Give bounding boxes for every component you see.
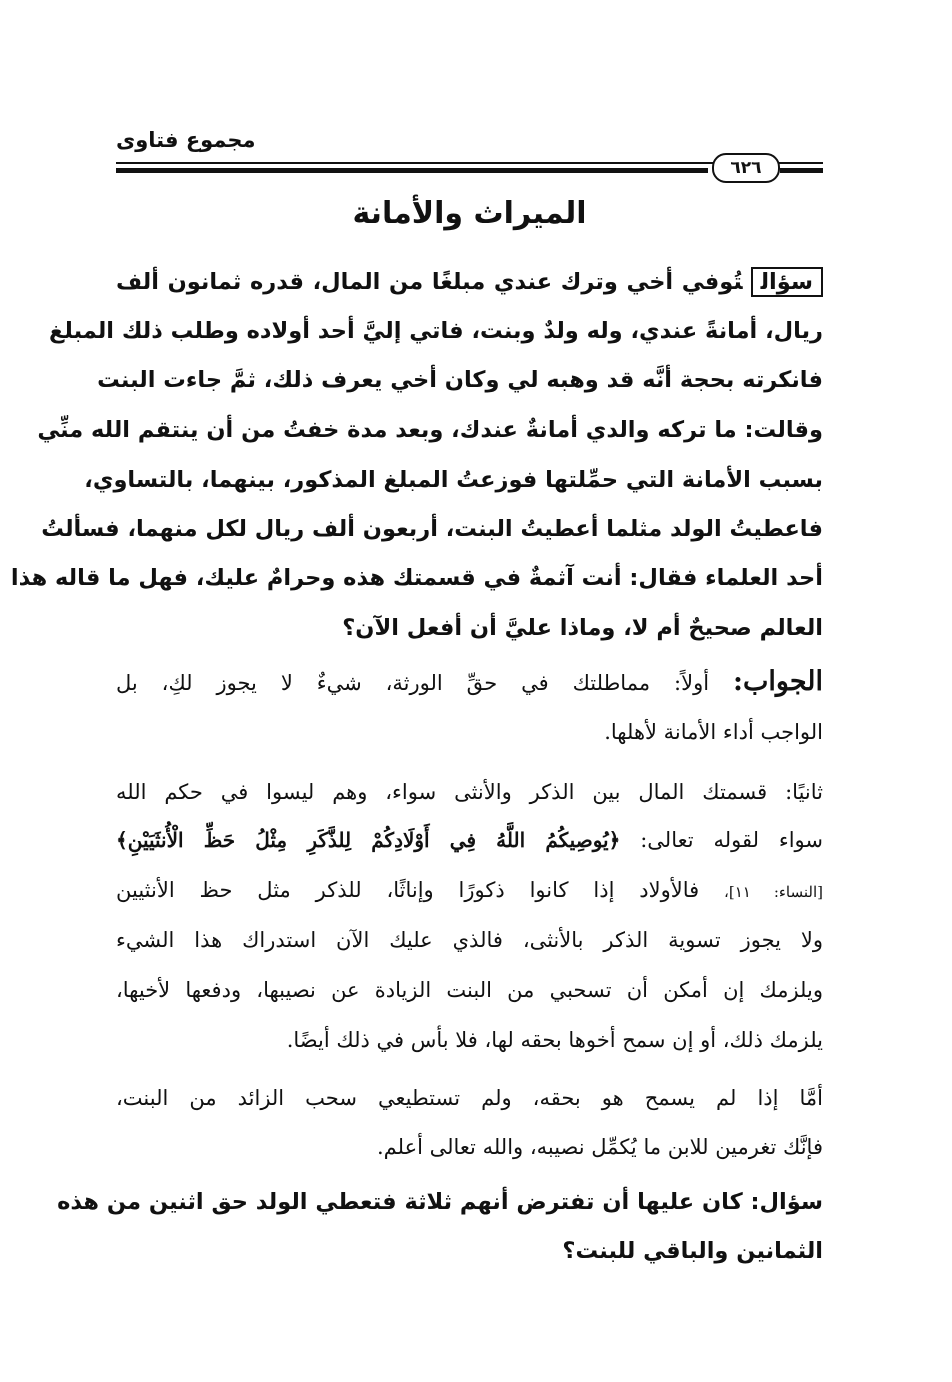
answer-p2-line-1: ثانيًا: قسمتك المال بين الذكر والأنثى سواء، وهم ليسوا في حكم الله <box>116 780 823 804</box>
answer-p3-line-1: أمَّا إذا لم يسمح هو بحقه، ولم تستطيعي سحب الزائد من البنت، <box>116 1086 823 1110</box>
question2-line-1: سؤال: كان عليها أن تفترض أنهم ثلاثة فتعطي الولد حق اثنين من هذه <box>57 1189 823 1215</box>
question-line-1 <box>116 262 823 302</box>
question2-line-2: الثمانين والباقي للبنت؟ <box>562 1238 823 1264</box>
question-label-box: سؤال <box>751 267 823 297</box>
answer-p3-line-2: فإنَّك تغرمين للابن ما يُكمِّل نصيبه، والله تعالى أعلم. <box>376 1135 823 1159</box>
running-title: مجموع فتاوى <box>116 128 256 152</box>
answer-p2-line-2 <box>116 820 823 860</box>
question-line-6: فاعطيتُ الولد مثلما أعطيتُ البنت، أربعون ألف ريال لكل منهما، فسألتُ <box>41 516 823 542</box>
answer-p2-text: سواء لقوله تعالى: <box>640 828 824 852</box>
header-rule-thick-left <box>116 168 708 173</box>
header-rule-thick-right <box>780 168 823 173</box>
verse-reference: [النساء: ١١]، <box>724 883 823 901</box>
quran-verse: ﴿يُوصِيكُمُ اللَّهُ فِي أَوْلَادِكُمْ لِلذَّكَرِ مِثْلُ حَظِّ الْأُنثَيَيْنِ﴾ <box>116 828 621 852</box>
answer-p2-line-4: ولا يجوز تسوية الذكر بالأنثى، فالذي عليك الآن استدراك هذا الشيء <box>116 928 823 952</box>
answer-line-1 <box>116 662 823 703</box>
answer-p2-line-3 <box>116 870 823 912</box>
answer-text-1: أولاً: مماطلتك في حقِّ الورثة، شيءٌ لا يجوز لكِ، بل <box>116 671 710 695</box>
question-line-3: فانكرته بحجة أنَّه قد وهبه لي وكان أخي يعرف ذلك، ثمَّ جاءت البنت <box>97 367 823 393</box>
chapter-title: الميراث والأمانة <box>352 196 587 231</box>
answer-p2-line-5: ويلزمك إن أمكن أن تسحبي من البنت الزيادة عن نصيبها، ودفعها لأخيها، <box>116 978 823 1002</box>
answer-p2-line-6: يلزمك ذلك، أو إن سمح أخوها بحقه لها، فلا بأس في ذلك أيضًا. <box>286 1028 823 1052</box>
answer-p2-text-3: فالأولاد إذا كانوا ذكورًا وإناثًا، للذكر مثل حظ الأنثيين <box>116 878 700 902</box>
answer-label: الجواب: <box>732 666 823 697</box>
question-line-2: ريال، أمانةً عندي، وله ولدٌ وبنت، فاتي إليَّ أحد أولاده وطلب ذلك المبلغ <box>49 318 823 344</box>
question-line-5: بسبب الأمانة التي حمِّلتها فوزعتُ المبلغ المذكور، بينهما، بالتساوي، <box>84 467 823 493</box>
question-line-4: وقالت: ما تركه والدي أمانةٌ عندك، وبعد مدة خفتُ من أن ينتقم الله منِّي <box>37 417 823 443</box>
question-line-7: أحد العلماء فقال: أنت آثمةٌ في قسمتك هذه وحرامٌ عليك، فهل ما قاله هذا <box>10 565 823 591</box>
question-text-1: تُوفي أخي وترك عندي مبلغًا من المال، قدره ثمانون ألف <box>116 269 743 295</box>
question-line-8: العالم صحيحٌ أم لا، وماذا عليَّ أن أفعل الآن؟ <box>342 615 823 641</box>
page-number: ٦٢٦ <box>712 153 780 183</box>
answer-line-2: الواجب أداء الأمانة لأهلها. <box>604 720 823 744</box>
